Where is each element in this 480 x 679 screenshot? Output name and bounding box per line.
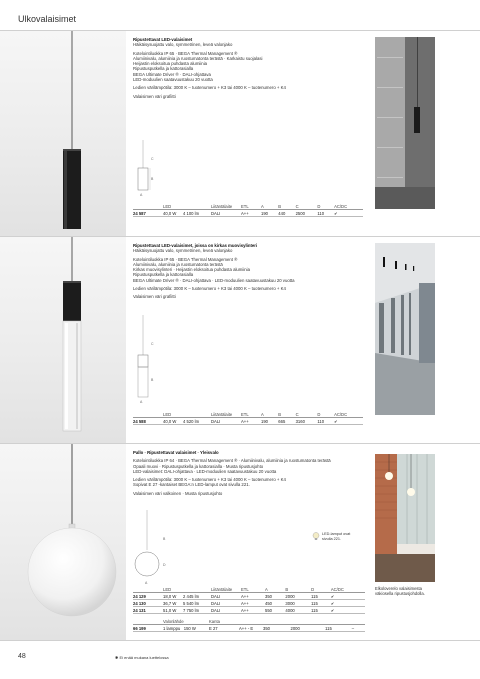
- dim-d: 115: [311, 593, 331, 600]
- product-title: Ripustettavat LED-valaisimet: [133, 37, 193, 42]
- lamp-reference: Sopivat E 27 -kantaiset BEGA:n LED-lamput ovat sivulla 221.: [133, 482, 250, 488]
- etl: A++ - E: [239, 625, 263, 632]
- col-driver: Liitäntälaite: [211, 411, 241, 418]
- table-row: [133, 593, 365, 600]
- svg-text:C: C: [151, 157, 154, 161]
- lamp-count: 1 lamppu: [163, 625, 181, 631]
- col-a: A: [261, 411, 278, 418]
- color-temperature: Ledien värilämpötila: 3000 K – tuotenumero + K3 tai 4000 K – tuotenumero + K4: [133, 286, 286, 292]
- page-number: 48: [18, 653, 26, 660]
- col-acdc: AC/DC: [334, 203, 363, 210]
- power: 18,0 W: [163, 593, 183, 600]
- finish-color: Valaisimen väri grafiitti: [133, 294, 176, 300]
- feature-line: Ripustusputkella ja kattorasialla: [133, 272, 194, 278]
- dim-b: 2000: [291, 625, 326, 632]
- feature-line: Kotelointiluokka IP 65 · BEGA Thermal Management ®: [133, 256, 238, 262]
- feature-line: LED-valaisimet: DALI-ohjattava · LED-moduulien saatavuustakuu 20 vuotta: [133, 468, 277, 474]
- feature-line: Heijastin eloksoitua puhdasta alumiinia: [133, 61, 208, 67]
- col-etl: ETL: [241, 203, 261, 210]
- dimension-drawing-2: [133, 315, 173, 410]
- dim-c: 2500: [296, 210, 318, 217]
- acdc-check-icon: ✔: [331, 600, 365, 607]
- table-row: [133, 625, 365, 632]
- col-driver: Liitäntälaite: [211, 586, 241, 593]
- lumen: 5 540 lm: [183, 600, 211, 607]
- svg-text:A: A: [140, 193, 143, 197]
- col-d: D: [317, 203, 334, 210]
- feature-line: Alumiinivalu, alumiinia ja ruostumatonta terästä · Karkaistu suojalasi: [133, 55, 263, 61]
- led-bulb-icon: [312, 532, 320, 540]
- acdc: –: [352, 625, 365, 632]
- article-number: 24 131: [133, 607, 163, 614]
- feature-line: Ripustusputkella ja kattorasialla: [133, 66, 194, 72]
- power: 51,0 W: [163, 607, 183, 614]
- power: 40,0 W: [163, 418, 183, 425]
- dim-b: 440: [278, 210, 295, 217]
- application-photo-3: [375, 454, 435, 582]
- product-subtitle: Häikäisysuojattu valo, symmetrinen, leveä valonjako: [133, 42, 233, 48]
- lumen: 7 750 lm: [183, 607, 211, 614]
- dim-d: 110: [317, 418, 334, 425]
- product-description-1: [133, 37, 369, 99]
- acdc-check-icon: ✔: [334, 418, 363, 425]
- dim-d: 115: [325, 625, 352, 632]
- svg-text:A: A: [140, 400, 143, 404]
- dim-a: 450: [265, 600, 285, 607]
- svg-text:D: D: [163, 563, 166, 567]
- article-number: 24 129: [133, 593, 163, 600]
- finish-color: Valaisimen väri grafiitti: [133, 93, 176, 99]
- dim-c: 3160: [296, 418, 318, 425]
- dim-d: 110: [317, 210, 334, 217]
- etl: A++: [241, 210, 261, 217]
- lamp-note-text: LED-lamput ovat sivulla 221.: [322, 532, 351, 541]
- svg-text:C: C: [151, 342, 154, 346]
- col-etl: ETL: [241, 411, 261, 418]
- col-c: C: [296, 203, 318, 210]
- svg-text:B: B: [151, 378, 154, 382]
- spec-table-2: [133, 411, 363, 425]
- col-acdc: AC/DC: [334, 411, 363, 418]
- feature-line: Opaali muovi · Ripustusputkella ja kattorasialla · Musta ripustusjohto: [133, 463, 264, 469]
- table-row: [133, 418, 363, 425]
- feature-line: LED-moduulien saatavuustakuu 20 vuotta: [133, 77, 213, 83]
- col-c: C: [296, 411, 318, 418]
- driver: DALI: [211, 600, 241, 607]
- col-etl: ETL: [241, 586, 265, 593]
- col-b: B: [278, 411, 295, 418]
- svg-text:B: B: [151, 177, 154, 181]
- photo-caption: Elkoloverelo valaisimesta väkiosella ripustusjohdolla.: [375, 586, 425, 596]
- svg-text:B: B: [163, 537, 166, 541]
- feature-line: Kirkas muovisylinteri · Heijastin eloksoitua puhdasta alumiinia: [133, 267, 251, 273]
- col-b: B: [278, 203, 295, 210]
- col-acdc: AC/DC: [331, 586, 365, 593]
- application-photo-2: [375, 243, 435, 415]
- dim-a: 550: [265, 607, 285, 614]
- col-d: D: [311, 586, 331, 593]
- etl: A++: [241, 607, 265, 614]
- article-number: 24 587: [133, 210, 163, 217]
- col-driver: Liitäntälaite: [211, 203, 241, 210]
- acdc-check-icon: ✔: [334, 210, 363, 217]
- product-description-2: [133, 243, 369, 300]
- driver: DALI: [211, 607, 241, 614]
- col-b: B: [285, 586, 311, 593]
- lumen: 4 520 lm: [183, 418, 211, 425]
- etl: A++: [241, 600, 265, 607]
- lumen: 2 445 lm: [183, 593, 211, 600]
- product-title: Ripustettavat LED-valaisimet, joissa on kirkas muovisylinteri: [133, 243, 258, 248]
- product-photo-1: [0, 31, 126, 236]
- feature-line: BEGA Ultimate Driver ® · DALI-ohjattava · LED-moduulien saatavuustakuu 20 vuotta: [133, 277, 295, 283]
- article-number: 66 199: [133, 625, 163, 632]
- col-led: LED: [163, 203, 183, 210]
- col-led: LED: [163, 411, 183, 418]
- spec-table-1: [133, 203, 363, 217]
- etl: A++: [241, 593, 265, 600]
- driver: DALI: [211, 418, 241, 425]
- col-light-source: Valonlähde: [163, 618, 209, 625]
- article-number: 24 588: [133, 418, 163, 425]
- spec-table-3: [133, 586, 365, 632]
- dim-b: 4000: [285, 607, 311, 614]
- table-row: [133, 600, 365, 607]
- footer-note: ✱ Ei enää mukana luettelossa: [115, 655, 169, 660]
- page-category: Ulkovalaisimet: [18, 14, 77, 24]
- section-divider: [0, 640, 480, 641]
- table-row: [133, 210, 363, 217]
- dim-a: 350: [265, 593, 285, 600]
- acdc-check-icon: ✔: [331, 593, 365, 600]
- dim-b: 3000: [285, 600, 311, 607]
- dim-a: 190: [261, 418, 278, 425]
- acdc-check-icon: ✔: [331, 607, 365, 614]
- col-d: D: [317, 411, 334, 418]
- feature-line: Kotelointiluokka IP 64 · BEGA Thermal Management ® · Alumiinivalu, alumiinia ja ruostumatonta terästä: [133, 458, 331, 464]
- dim-b: 2000: [285, 593, 311, 600]
- lamp-note: [312, 532, 352, 541]
- dim-b: 665: [278, 418, 295, 425]
- dim-a: 350: [263, 625, 291, 632]
- power: 36,7 W: [163, 600, 183, 607]
- product-photo-3: [0, 444, 126, 640]
- product-description-3: [133, 450, 373, 496]
- feature-line: Kotelointiluokka IP 65 · BEGA Thermal Management ®: [133, 50, 238, 56]
- feature-line: Alumiinivalu, alumiinia ja ruostumatonta terästä: [133, 261, 223, 267]
- etl: A++: [241, 418, 261, 425]
- dim-a: 190: [261, 210, 278, 217]
- col-a: A: [265, 586, 285, 593]
- table-row: [133, 607, 365, 614]
- light-source: [163, 625, 209, 632]
- finish-color: Valaisimen väri valkoinen · Musta ripustusjohto: [133, 490, 223, 496]
- dim-d: 115: [311, 600, 331, 607]
- article-number: 24 130: [133, 600, 163, 607]
- col-led: LED: [163, 586, 183, 593]
- lumen: 4 100 lm: [183, 210, 211, 217]
- dim-d: 115: [311, 607, 331, 614]
- dimension-drawing-1: [133, 140, 173, 203]
- feature-line: BEGA Ultimate Driver ® · DALI-ohjattava: [133, 71, 211, 77]
- application-photo-1: [375, 37, 435, 209]
- svg-text:A: A: [145, 581, 148, 585]
- product-subtitle: Häikäisysuojattu valo, symmetrinen, leveä valonjako: [133, 248, 233, 254]
- power: 40,0 W: [163, 210, 183, 217]
- color-temperature: Ledien värilämpötila: 3000 K – tuotenumero + K3 tai 4000 K – tuotenumero + K4: [133, 85, 286, 91]
- dimension-drawing-3: [133, 510, 177, 591]
- col-base: Kanta: [209, 618, 239, 625]
- color-temperature: Ledien värilämpötila: 3000 K – tuotenumero + K3 tai 4000 K – tuotenumero + K4: [133, 477, 286, 483]
- driver: DALI: [211, 593, 241, 600]
- lamp-power: 150 W: [183, 625, 196, 631]
- product-title: Pallo · Ripustettavat valaisimet · Yleisvalo: [133, 450, 219, 455]
- product-photo-2: [0, 237, 126, 443]
- lamp-base: E 27: [209, 625, 239, 632]
- col-a: A: [261, 203, 278, 210]
- driver: DALI: [211, 210, 241, 217]
